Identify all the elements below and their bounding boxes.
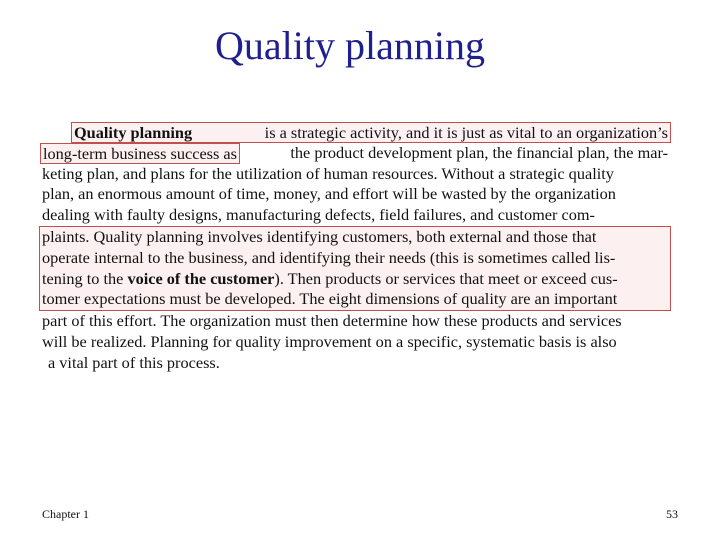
- passage-line-6: [42, 227, 668, 248]
- passage-line-2-text: the product development plan, the financial plan, the mar-: [290, 142, 668, 162]
- highlight-box-2: long-term business success as: [40, 143, 240, 164]
- highlight-box-1: [71, 122, 671, 143]
- passage-line-3-text: keting plan, and plans for the utilization of human resources. Without a strategic quality: [42, 163, 614, 183]
- passage-line-12-text: a vital part of this process.: [48, 352, 220, 372]
- passage-line-10-text: part of this effort. The organization must then determine how these products and services: [42, 311, 622, 331]
- passage-line-1-text: is a strategic activity, and it is just as vital to an organization’s: [264, 123, 668, 142]
- passage-line-8-post: ). Then products or services that meet or exceed cus-: [274, 268, 618, 288]
- text-passage: [42, 122, 668, 374]
- passage-line-8: [42, 269, 668, 290]
- term-voice-of-customer: voice of the customer: [127, 268, 275, 288]
- passage-line-9: [42, 289, 668, 310]
- slide-title: Quality planning: [215, 23, 485, 68]
- passage-line-7-text: operate internal to the business, and identifying their needs (this is sometimes called lis-: [42, 247, 616, 267]
- footer-page-number: 53: [666, 507, 678, 521]
- passage-line-11: [42, 332, 668, 353]
- passage-line-12: [42, 353, 668, 374]
- passage-line-3: [42, 164, 668, 185]
- passage-line-8-pre: tening to the: [42, 268, 128, 288]
- passage-line-1: [42, 122, 668, 143]
- passage-line-10: [42, 311, 668, 332]
- passage-line-4: [42, 184, 668, 205]
- passage-line-6-text: plaints. Quality planning involves identifying customers, both external and those that: [42, 226, 597, 246]
- passage-line-8-text: [42, 269, 618, 290]
- passage-line-5-text: dealing with faulty designs, manufacturing defects, field failures, and customer com-: [42, 205, 595, 225]
- passage-line-9-text: tomer expectations must be developed. The eight dimensions of quality are an important: [42, 289, 618, 309]
- highlight-box-3: [39, 226, 671, 311]
- term-quality-planning: Quality planning: [74, 123, 193, 142]
- passage-line-7: [42, 248, 668, 269]
- passage-line-4-text: plan, an enormous amount of time, money, and effort will be wasted by the organization: [42, 184, 616, 204]
- footer-chapter: Chapter 1: [42, 507, 89, 521]
- passage-line-5: [42, 205, 668, 226]
- passage-line-2: [42, 143, 668, 164]
- passage-line-11-text: will be realized. Planning for quality improvement on a specific, systematic basis is also: [42, 331, 617, 351]
